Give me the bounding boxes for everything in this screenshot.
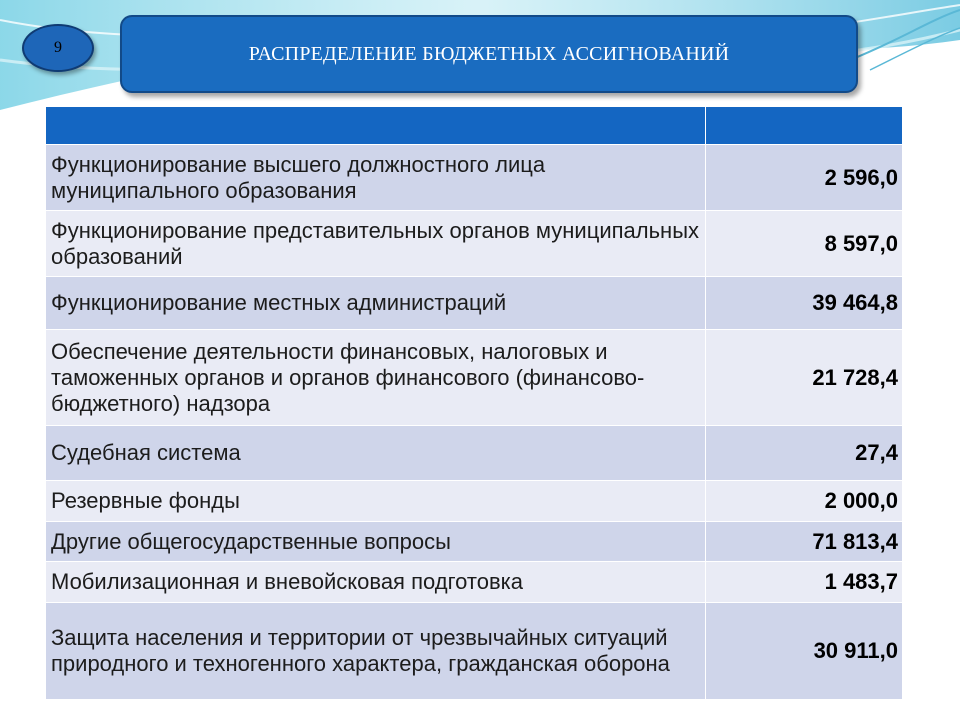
table-row bbox=[46, 426, 903, 481]
table-row bbox=[46, 522, 903, 562]
row-value: 2 596,0 bbox=[706, 145, 903, 211]
row-label: Другие общегосударственные вопросы bbox=[46, 522, 706, 562]
header-cell-category bbox=[46, 107, 706, 145]
row-value: 21 728,4 bbox=[706, 330, 903, 426]
row-label: Защита населения и территории от чрезвычайных ситуаций природного и техногенного характера, гражданская оборона bbox=[46, 603, 706, 700]
table-row bbox=[46, 481, 903, 522]
table-row bbox=[46, 277, 903, 330]
row-value: 27,4 bbox=[706, 426, 903, 481]
budget-allocation-table bbox=[45, 106, 903, 700]
table-row bbox=[46, 211, 903, 277]
row-label: Мобилизационная и вневойсковая подготовка bbox=[46, 562, 706, 603]
row-value: 8 597,0 bbox=[706, 211, 903, 277]
table-row bbox=[46, 145, 903, 211]
page-number-badge: 9 bbox=[22, 24, 94, 72]
row-value: 1 483,7 bbox=[706, 562, 903, 603]
slide-title: РАСПРЕДЕЛЕНИЕ БЮДЖЕТНЫХ АССИГНОВАНИЙ bbox=[120, 15, 858, 93]
row-value: 30 911,0 bbox=[706, 603, 903, 700]
row-value: 2 000,0 bbox=[706, 481, 903, 522]
row-label: Функционирование высшего должностного лица муниципального образования bbox=[46, 145, 706, 211]
table-header-row bbox=[46, 107, 903, 145]
table-row bbox=[46, 330, 903, 426]
row-value: 39 464,8 bbox=[706, 277, 903, 330]
row-label: Функционирование представительных органов муниципальных образований bbox=[46, 211, 706, 277]
header-cell-amount bbox=[706, 107, 903, 145]
row-label: Обеспечение деятельности финансовых, налоговых и таможенных органов и органов финансового (финансово-бюджетного) надзора bbox=[46, 330, 706, 426]
table-row bbox=[46, 603, 903, 700]
row-label: Функционирование местных администраций bbox=[46, 277, 706, 330]
table-row bbox=[46, 562, 903, 603]
row-label: Резервные фонды bbox=[46, 481, 706, 522]
row-value: 71 813,4 bbox=[706, 522, 903, 562]
row-label: Судебная система bbox=[46, 426, 706, 481]
